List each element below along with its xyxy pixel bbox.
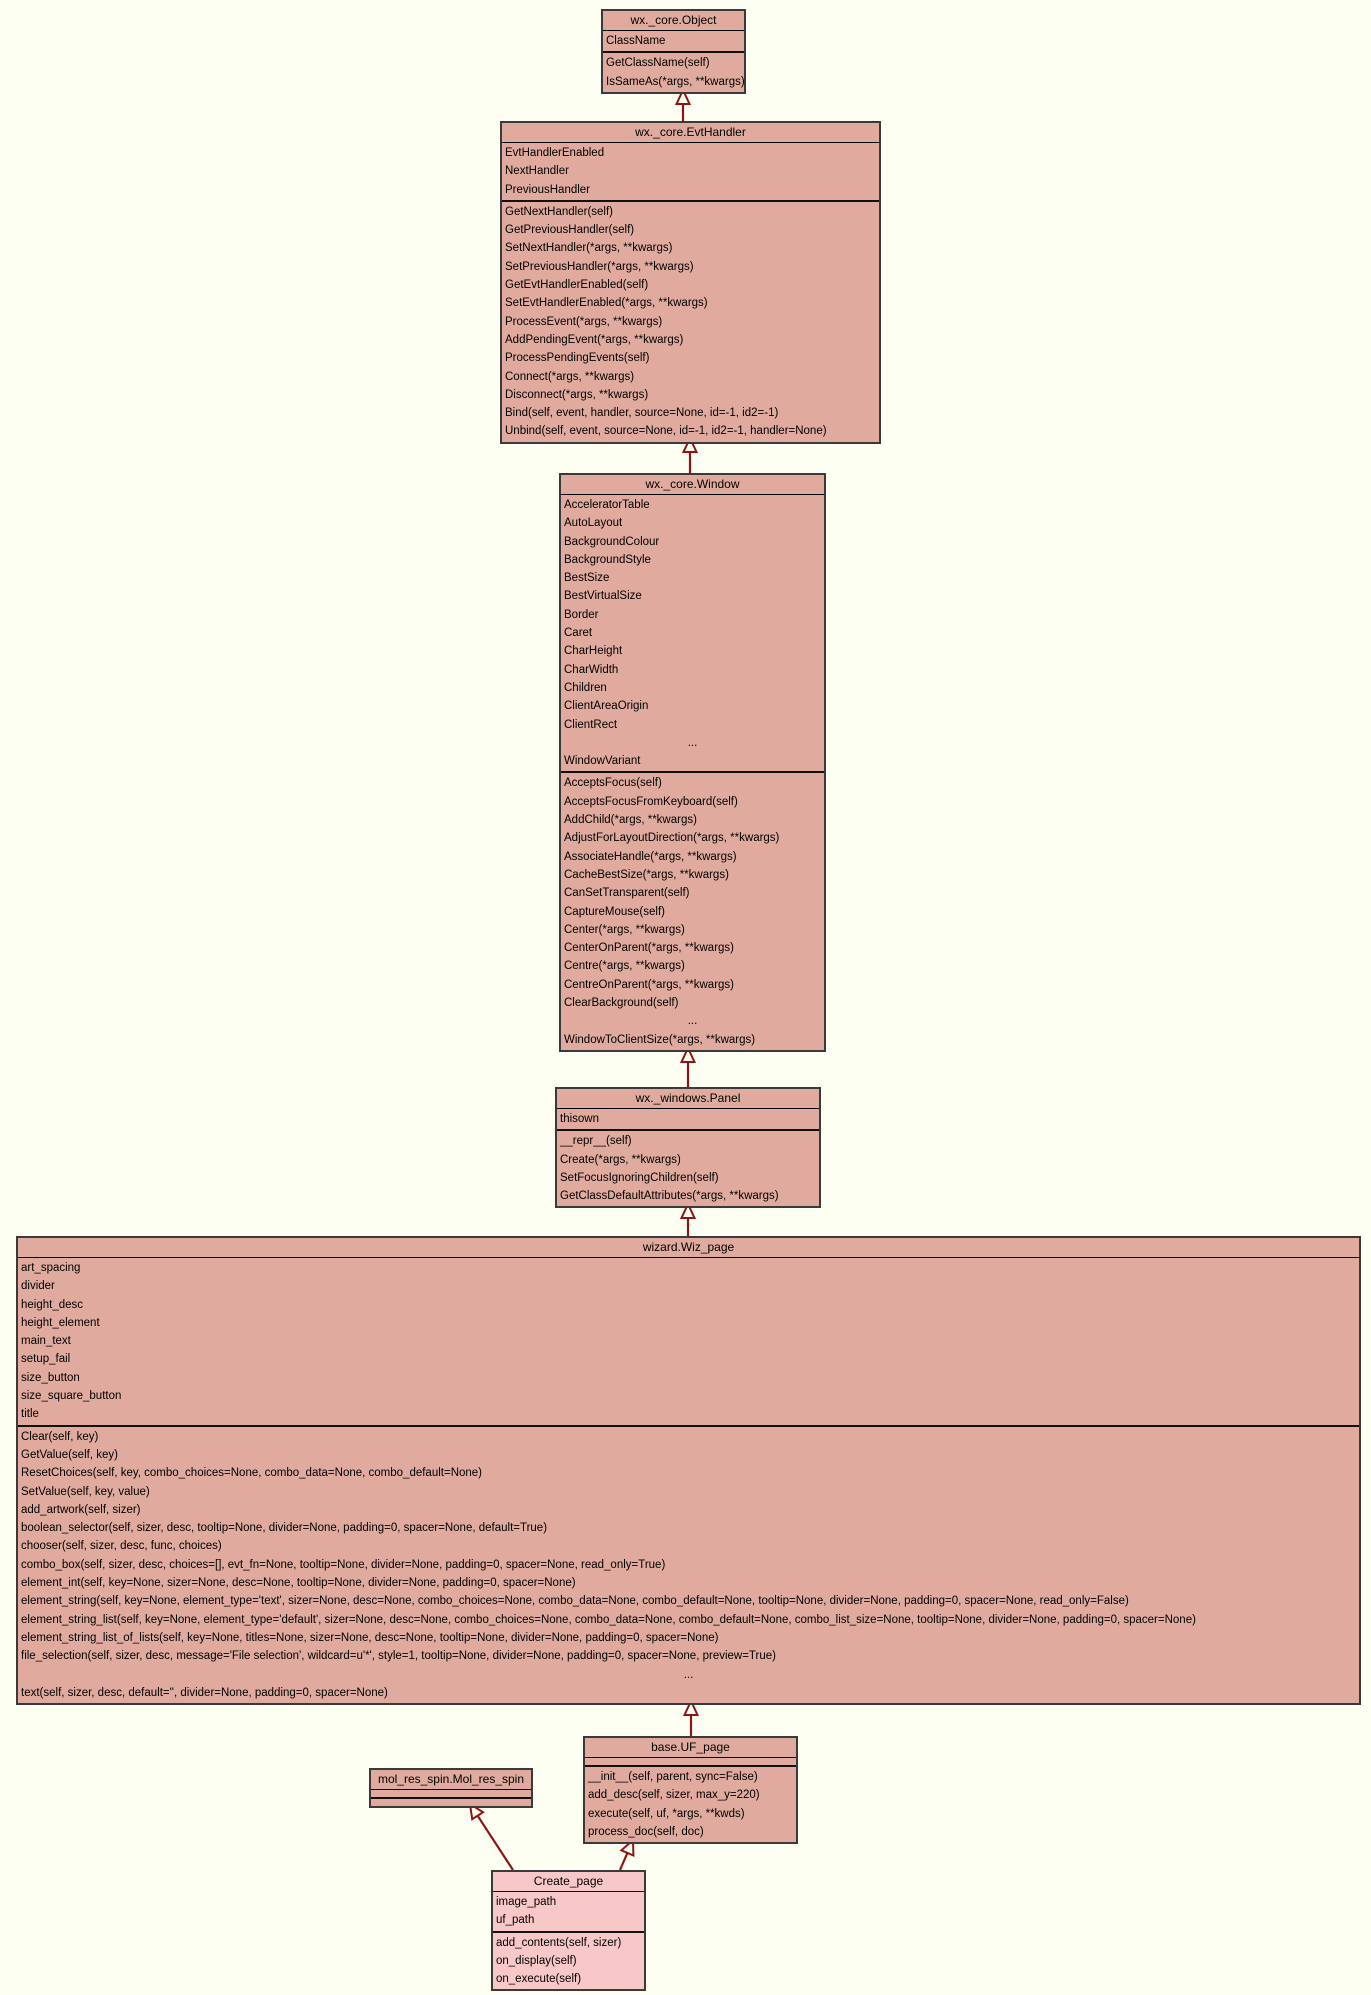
methods-compartment	[493, 1931, 644, 1990]
attribute-row: BestSize	[564, 572, 610, 585]
ellipsis-row: ...	[687, 1015, 698, 1028]
attributes-compartment	[502, 142, 879, 200]
attribute-row: ClientRect	[564, 718, 618, 731]
ellipsis-row: ...	[687, 736, 698, 749]
attributes-compartment	[557, 1108, 819, 1129]
method-row: AddChild(*args, **kwargs)	[564, 814, 697, 827]
method-row: add_contents(self, sizer)	[496, 1936, 622, 1949]
arrow-evthandler-to-object	[677, 90, 690, 121]
methods-compartment	[585, 1765, 796, 1842]
attributes-compartment	[18, 1257, 1359, 1425]
method-row: element_int(self, key=None, sizer=None, desc=None, tooltip=None, divider=None, padding=0, spacer=None)	[21, 1577, 576, 1590]
method-row: __init__(self, parent, sync=False)	[588, 1771, 758, 1783]
attribute-row: divider	[21, 1280, 55, 1293]
method-row: AcceptsFocusFromKeyboard(self)	[564, 795, 738, 808]
methods-compartment	[557, 1129, 819, 1206]
class-title: wx._core.Object	[630, 13, 717, 27]
arrow-wizpage-to-panel	[682, 1204, 695, 1236]
method-row: GetValue(self, key)	[21, 1448, 118, 1461]
method-row: Disconnect(*args, **kwargs)	[505, 388, 649, 401]
method-row: Bind(self, event, handler, source=None, id=-1, id2=-1)	[505, 407, 779, 420]
class-box-base-uf-page	[583, 1736, 798, 1844]
attribute-row: AutoLayout	[564, 517, 623, 530]
class-title: wx._windows.Panel	[635, 1091, 741, 1105]
method-row: GetClassDefaultAttributes(*args, **kwargs)	[560, 1190, 779, 1203]
method-row: IsSameAs(*args, **kwargs)	[606, 75, 745, 88]
method-row: text(self, sizer, desc, default='', divider=None, padding=0, spacer=None)	[21, 1686, 388, 1699]
method-row: add_desc(self, sizer, max_y=220)	[588, 1789, 760, 1802]
method-row: Connect(*args, **kwargs)	[505, 370, 635, 383]
method-row: AddPendingEvent(*args, **kwargs)	[505, 333, 684, 346]
method-row: ProcessPendingEvents(self)	[505, 352, 650, 365]
attribute-row: AcceleratorTable	[564, 499, 650, 511]
attributes-compartment	[603, 30, 744, 51]
class-title: Create_page	[533, 1874, 604, 1888]
attribute-row: height_element	[21, 1316, 100, 1329]
method-row: SetFocusIgnoringChildren(self)	[560, 1171, 719, 1184]
method-row: ClearBackground(self)	[564, 997, 679, 1010]
method-row: WindowToClientSize(*args, **kwargs)	[564, 1033, 756, 1046]
method-row: add_artwork(self, sizer)	[21, 1503, 141, 1516]
method-row: ResetChoices(self, key, combo_choices=None, combo_data=None, combo_default=None)	[21, 1467, 483, 1480]
attribute-row: CharHeight	[564, 645, 623, 658]
method-row: Clear(self, key)	[21, 1430, 99, 1443]
class-box-wizard-wiz-page	[16, 1236, 1361, 1705]
attribute-row: art_spacing	[21, 1262, 81, 1274]
method-row: __repr__(self)	[560, 1135, 632, 1148]
arrow-createpage-to-molresspin	[470, 1804, 513, 1870]
class-box-wx-windows-panel	[555, 1087, 821, 1208]
attributes-compartment	[561, 494, 824, 771]
class-title: base.UF_page	[651, 1740, 730, 1754]
attribute-row: size_button	[21, 1371, 80, 1384]
class-box-create-page	[491, 1870, 646, 1991]
class-box-wx-core-window	[559, 473, 826, 1052]
method-row: SetValue(self, key, value)	[21, 1485, 150, 1498]
ellipsis-row: ...	[683, 1668, 694, 1681]
method-row: SetNextHandler(*args, **kwargs)	[505, 242, 673, 255]
attribute-row: BackgroundColour	[564, 535, 660, 548]
class-box-wx-core-evthandler	[500, 121, 881, 444]
class-box-mol-res-spin	[369, 1768, 533, 1808]
method-row: on_display(self)	[496, 1954, 577, 1967]
method-row: file_selection(self, sizer, desc, message='File selection', wildcard=u'*', style=1, tooltip=None, divider=None, padding=0, spacer=None, preview=True)	[21, 1650, 776, 1663]
arrow-ufpage-to-wizpage	[685, 1701, 698, 1736]
attribute-row: ClientAreaOrigin	[564, 700, 649, 713]
attribute-row: title	[21, 1408, 39, 1421]
attribute-row: WindowVariant	[564, 755, 641, 768]
method-row: boolean_selector(self, sizer, desc, tooltip=None, divider=None, padding=0, spacer=None, default=True)	[21, 1522, 548, 1535]
methods-compartment	[502, 200, 879, 442]
arrow-panel-to-window	[682, 1048, 695, 1087]
attribute-row: EvtHandlerEnabled	[505, 147, 605, 159]
method-row: chooser(self, sizer, desc, func, choices)	[21, 1540, 222, 1553]
attribute-row: height_desc	[21, 1298, 84, 1311]
method-row: Centre(*args, **kwargs)	[564, 960, 685, 973]
method-row: element_string_list(self, key=None, element_type='default', sizer=None, desc=None, combo_choices=None, combo_data=None, combo_default=None, combo_list_size=None, tooltip=None, divider=None, padding=0, spacer=None)	[21, 1613, 1196, 1626]
class-box-wx-core-object	[601, 9, 746, 94]
method-row: CacheBestSize(*args, **kwargs)	[564, 868, 729, 881]
arrow-createpage-to-ufpage	[620, 1840, 633, 1870]
attribute-row: Caret	[564, 627, 593, 640]
method-row: CentreOnParent(*args, **kwargs)	[564, 978, 735, 991]
attribute-row: main_text	[21, 1335, 71, 1348]
attributes-compartment	[371, 1789, 531, 1797]
methods-compartment	[371, 1797, 531, 1806]
method-row: SetPreviousHandler(*args, **kwargs)	[505, 260, 694, 273]
method-row: AdjustForLayoutDirection(*args, **kwargs)	[564, 832, 780, 845]
attribute-row: ClassName	[606, 35, 666, 47]
method-row: Center(*args, **kwargs)	[564, 923, 685, 936]
method-row: CaptureMouse(self)	[564, 905, 665, 918]
method-row: CanSetTransparent(self)	[564, 887, 690, 900]
attribute-row: Children	[564, 681, 607, 694]
method-row: GetEvtHandlerEnabled(self)	[505, 279, 649, 292]
method-row: combo_box(self, sizer, desc, choices=[], evt_fn=None, tooltip=None, divider=None, padding=0, spacer=None, read_only=True)	[21, 1558, 666, 1571]
method-row: AssociateHandle(*args, **kwargs)	[564, 850, 737, 863]
methods-compartment	[561, 771, 824, 1049]
class-title: mol_res_spin.Mol_res_spin	[377, 1772, 525, 1786]
class-title: wx._core.EvtHandler	[635, 125, 746, 139]
attribute-row: image_path	[496, 1896, 557, 1908]
attribute-row: uf_path	[496, 1914, 535, 1927]
attribute-row: setup_fail	[21, 1353, 71, 1366]
method-row: GetNextHandler(self)	[505, 205, 614, 218]
methods-compartment	[18, 1425, 1359, 1703]
method-row: AcceptsFocus(self)	[564, 777, 662, 790]
method-row: ProcessEvent(*args, **kwargs)	[505, 315, 663, 328]
attribute-row: CharWidth	[564, 663, 619, 676]
method-row: element_string(self, key=None, element_type='text', sizer=None, desc=None, combo_choices=None, combo_data=None, combo_default=None, tooltip=None, divider=None, padding=0, spacer=None, read_only=False)	[21, 1595, 1129, 1608]
attribute-row: BackgroundStyle	[564, 553, 651, 566]
method-row: on_execute(self)	[496, 1973, 582, 1986]
method-row: execute(self, uf, *args, **kwds)	[588, 1807, 745, 1820]
attributes-compartment	[493, 1891, 644, 1931]
attributes-compartment	[585, 1757, 796, 1765]
class-title: wizard.Wiz_page	[642, 1240, 735, 1254]
attribute-row: thisown	[560, 1113, 599, 1125]
method-row: GetPreviousHandler(self)	[505, 224, 635, 237]
method-row: SetEvtHandlerEnabled(*args, **kwargs)	[505, 297, 708, 310]
method-row: GetClassName(self)	[606, 57, 710, 70]
method-row: process_doc(self, doc)	[588, 1825, 704, 1838]
attribute-row: PreviousHandler	[505, 183, 591, 196]
method-row: Unbind(self, event, source=None, id=-1, id2=-1, handler=None)	[505, 425, 827, 438]
attribute-row: NextHandler	[505, 165, 569, 178]
attribute-row: Border	[564, 608, 599, 621]
methods-compartment	[603, 51, 744, 92]
method-row: element_string_list_of_lists(self, key=None, titles=None, sizer=None, desc=None, tooltip=None, divider=None, padding=0, spacer=None)	[21, 1631, 719, 1644]
attribute-row: size_square_button	[21, 1390, 122, 1403]
class-title: wx._core.Window	[645, 477, 740, 491]
method-row: CenterOnParent(*args, **kwargs)	[564, 942, 735, 955]
attribute-row: BestVirtualSize	[564, 590, 642, 603]
method-row: Create(*args, **kwargs)	[560, 1153, 681, 1166]
